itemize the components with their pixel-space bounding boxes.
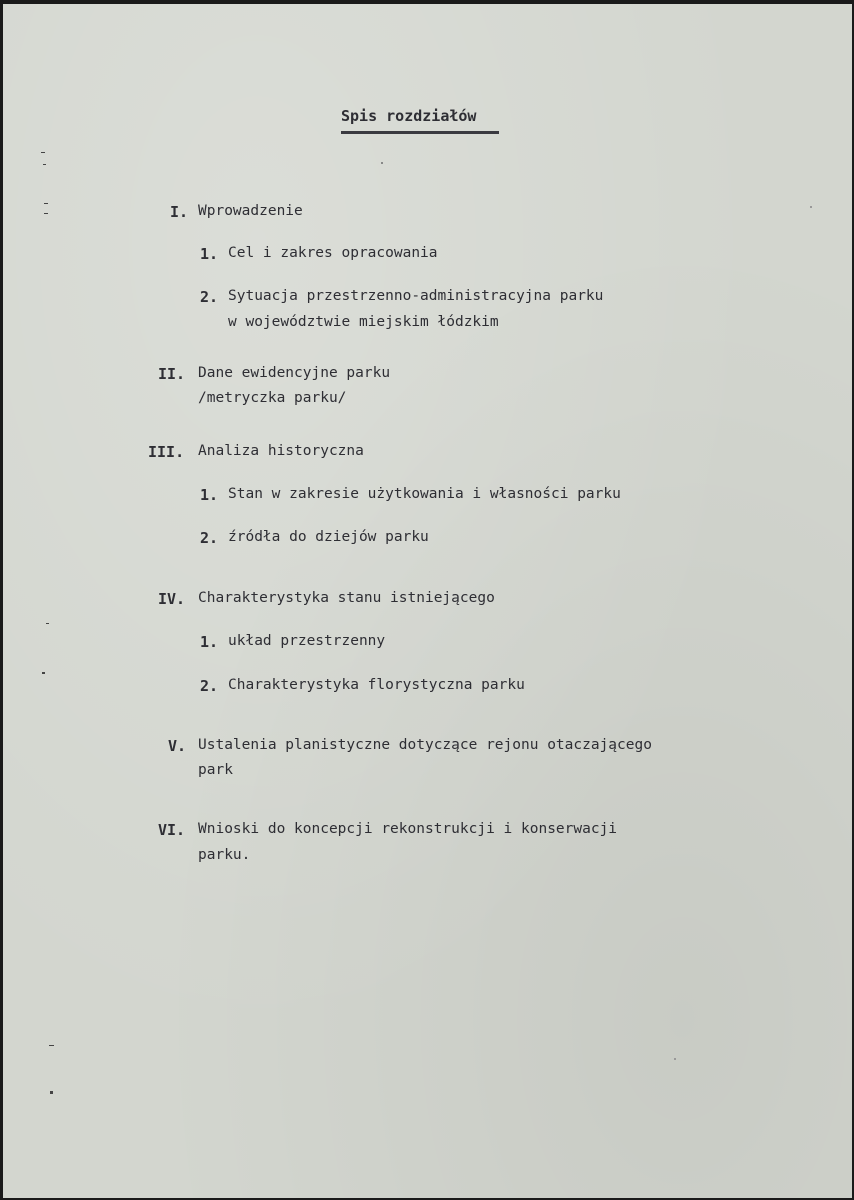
margin-speck bbox=[44, 213, 48, 214]
section-heading: park bbox=[198, 762, 233, 778]
section-numeral: V. bbox=[168, 737, 187, 755]
margin-speck bbox=[810, 206, 812, 208]
item-number: 1. bbox=[200, 245, 219, 263]
margin-speck bbox=[46, 623, 49, 624]
item-text: Stan w zakresie użytkowania i własności parku bbox=[228, 486, 621, 502]
item-text: Sytuacja przestrzenno-administracyjna parku bbox=[228, 288, 604, 304]
item-number: 2. bbox=[200, 529, 219, 547]
item-text: Cel i zakres opracowania bbox=[228, 245, 438, 261]
margin-speck bbox=[49, 1045, 54, 1046]
section-heading: Dane ewidencyjne parku bbox=[198, 365, 391, 381]
margin-speck bbox=[42, 672, 45, 674]
section-numeral: II. bbox=[158, 365, 186, 383]
margin-speck bbox=[41, 152, 45, 153]
item-text: w województwie miejskim łódzkim bbox=[228, 314, 499, 330]
section-numeral: IV. bbox=[158, 590, 186, 608]
margin-speck bbox=[44, 203, 48, 204]
title-underline bbox=[341, 131, 499, 134]
item-text: Charakterystyka florystyczna parku bbox=[228, 677, 525, 693]
section-heading: Analiza historyczna bbox=[198, 443, 364, 459]
section-heading: parku. bbox=[198, 847, 251, 863]
section-heading: /metryczka parku/ bbox=[198, 390, 347, 406]
margin-speck bbox=[381, 162, 383, 164]
section-numeral: I. bbox=[170, 203, 189, 221]
margin-speck bbox=[50, 1091, 53, 1094]
section-heading: Wnioski do koncepcji rekonstrukcji i konserwacji bbox=[198, 821, 618, 837]
section-heading: Wprowadzenie bbox=[198, 203, 303, 219]
document-page bbox=[3, 4, 852, 1198]
item-number: 2. bbox=[200, 288, 219, 306]
item-number: 1. bbox=[200, 486, 219, 504]
item-number: 2. bbox=[200, 677, 219, 695]
section-numeral: VI. bbox=[158, 821, 186, 839]
item-text: źródła do dziejów parku bbox=[228, 529, 429, 545]
section-heading: Ustalenia planistyczne dotyczące rejonu otaczającego bbox=[198, 737, 652, 753]
section-heading: Charakterystyka stanu istniejącego bbox=[198, 590, 495, 606]
section-numeral: III. bbox=[148, 443, 185, 461]
item-number: 1. bbox=[200, 633, 219, 651]
margin-speck bbox=[43, 164, 46, 165]
page-title: Spis rozdziałów bbox=[341, 107, 477, 125]
item-text: układ przestrzenny bbox=[228, 633, 386, 649]
margin-speck bbox=[674, 1058, 676, 1060]
